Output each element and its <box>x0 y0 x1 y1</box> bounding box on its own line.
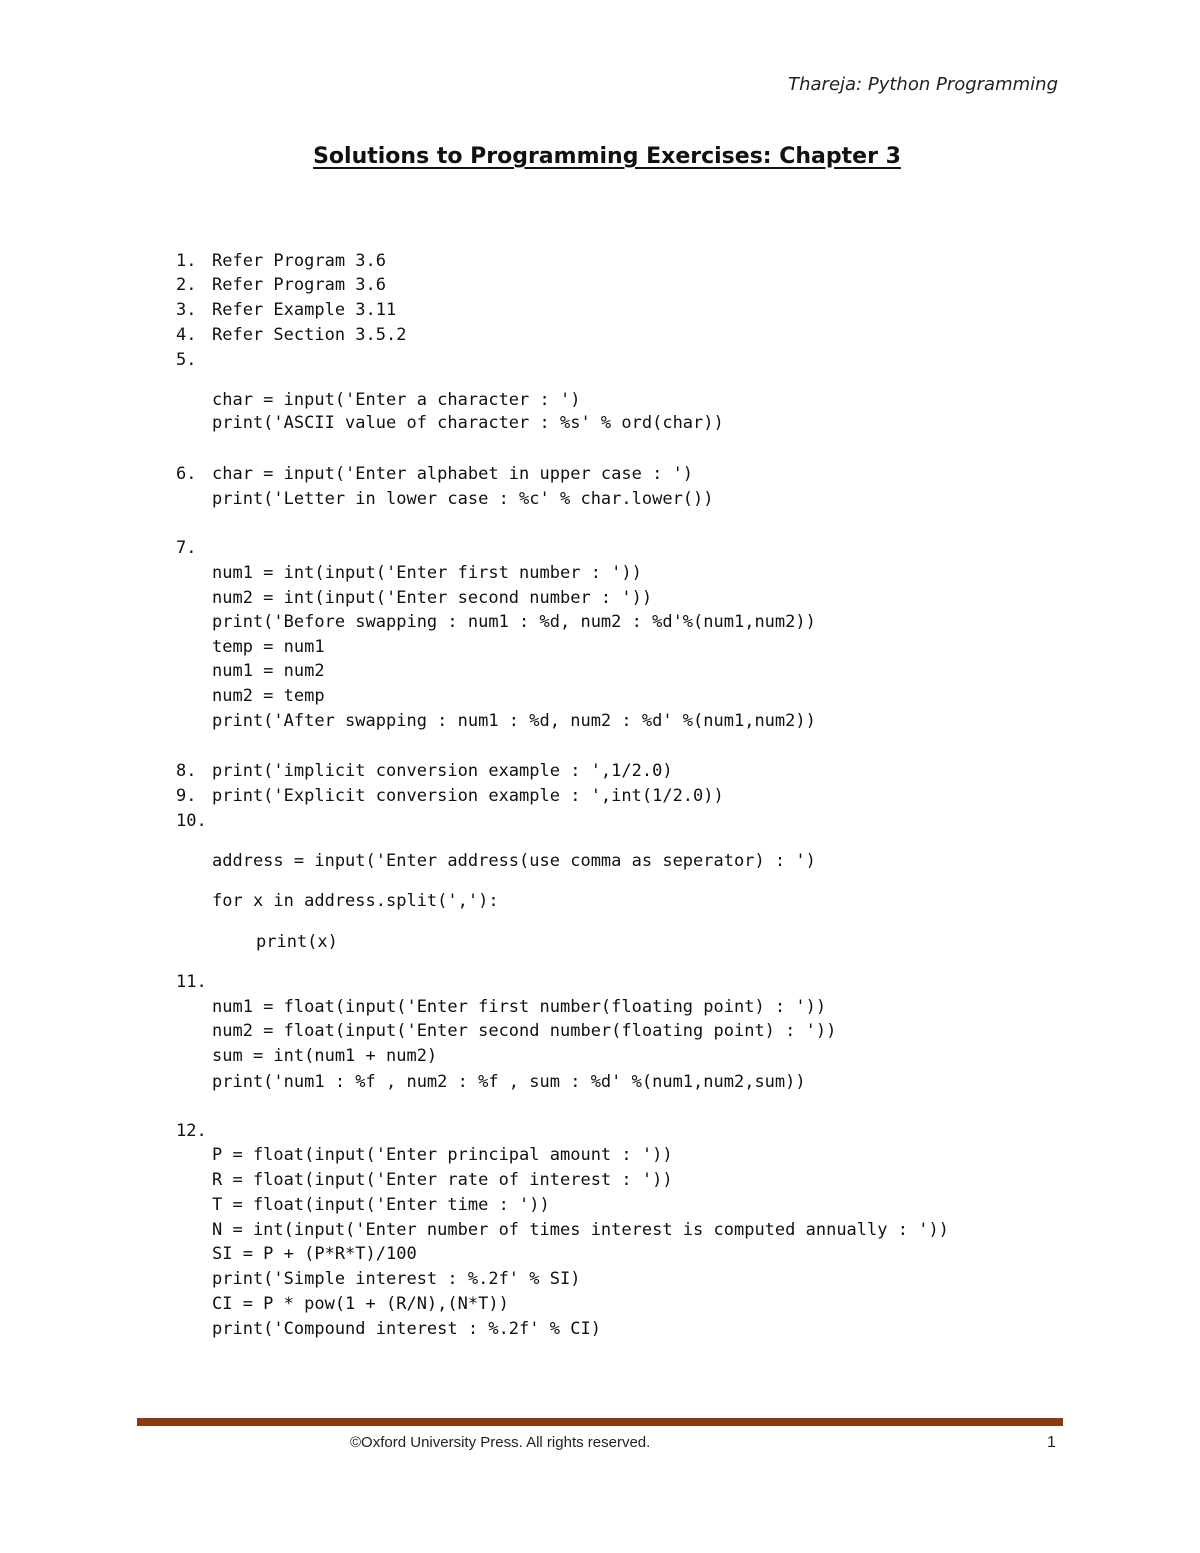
code-line: temp = num1 <box>212 637 325 657</box>
running-header: Thareja: Python Programming <box>788 74 1058 95</box>
exercise-number: 10. <box>176 811 207 831</box>
exercise-number: 1. <box>176 251 197 271</box>
code-line: SI = P + (P*R*T)/100 <box>212 1244 417 1264</box>
code-line: char = input('Enter a character : ') <box>212 390 581 410</box>
code-line: num2 = float(input('Enter second number(floating point) : ')) <box>212 1021 837 1041</box>
code-line: sum = int(num1 + num2) <box>212 1046 438 1066</box>
code-line: address = input('Enter address(use comma as seperator) : ') <box>212 851 816 871</box>
code-line: print('Explicit conversion example : ',int(1/2.0)) <box>212 786 724 806</box>
exercise-number: 9. <box>176 786 197 806</box>
code-line: R = float(input('Enter rate of interest : ')) <box>212 1170 673 1190</box>
code-line: num1 = num2 <box>212 661 325 681</box>
exercise-text: Refer Section 3.5.2 <box>212 325 407 345</box>
code-line: print('Letter in lower case : %c' % char.lower()) <box>212 489 714 509</box>
exercise-text: Refer Program 3.6 <box>212 251 386 271</box>
code-line: print('Simple interest : %.2f' % SI) <box>212 1269 581 1289</box>
exercise-text: Refer Program 3.6 <box>212 275 386 295</box>
exercise-number: 3. <box>176 300 197 320</box>
page-number: 1 <box>1047 1434 1056 1451</box>
code-line: char = input('Enter alphabet in upper case : ') <box>212 464 694 484</box>
exercise-number: 5. <box>176 350 197 370</box>
code-line: print('After swapping : num1 : %d, num2 : %d' %(num1,num2)) <box>212 711 816 731</box>
exercise-text: Refer Example 3.11 <box>212 300 397 320</box>
code-line: print(x) <box>256 932 338 952</box>
code-line: T = float(input('Enter time : ')) <box>212 1195 550 1215</box>
exercise-number: 8. <box>176 761 197 781</box>
code-line: for x in address.split(','): <box>212 891 499 911</box>
code-line: print('num1 : %f , num2 : %f , sum : %d' %(num1,num2,sum)) <box>212 1072 806 1092</box>
exercise-number: 11. <box>176 972 207 992</box>
code-line: print('ASCII value of character : %s' % ord(char)) <box>212 413 724 433</box>
exercise-number: 12. <box>176 1121 207 1141</box>
code-line: P = float(input('Enter principal amount : ')) <box>212 1145 673 1165</box>
code-line: CI = P * pow(1 + (R/N),(N*T)) <box>212 1294 509 1314</box>
copyright-notice: ©Oxford University Press. All rights reserved. <box>350 1434 651 1451</box>
code-line: print('Compound interest : %.2f' % CI) <box>212 1319 601 1339</box>
code-line: N = int(input('Enter number of times interest is computed annually : ')) <box>212 1220 949 1240</box>
exercise-number: 4. <box>176 325 197 345</box>
exercise-number: 7. <box>176 538 197 558</box>
code-line: num1 = float(input('Enter first number(floating point) : ')) <box>212 997 827 1017</box>
code-line: num1 = int(input('Enter first number : ')) <box>212 563 642 583</box>
page-title: Solutions to Programming Exercises: Chapter 3 <box>313 144 901 169</box>
code-line: num2 = int(input('Enter second number : ')) <box>212 588 653 608</box>
code-line: num2 = temp <box>212 686 325 706</box>
exercise-number: 6. <box>176 464 197 484</box>
exercise-number: 2. <box>176 275 197 295</box>
code-line: print('implicit conversion example : ',1/2.0) <box>212 761 673 781</box>
footer-divider <box>137 1418 1063 1426</box>
code-line: print('Before swapping : num1 : %d, num2 : %d'%(num1,num2)) <box>212 612 816 632</box>
